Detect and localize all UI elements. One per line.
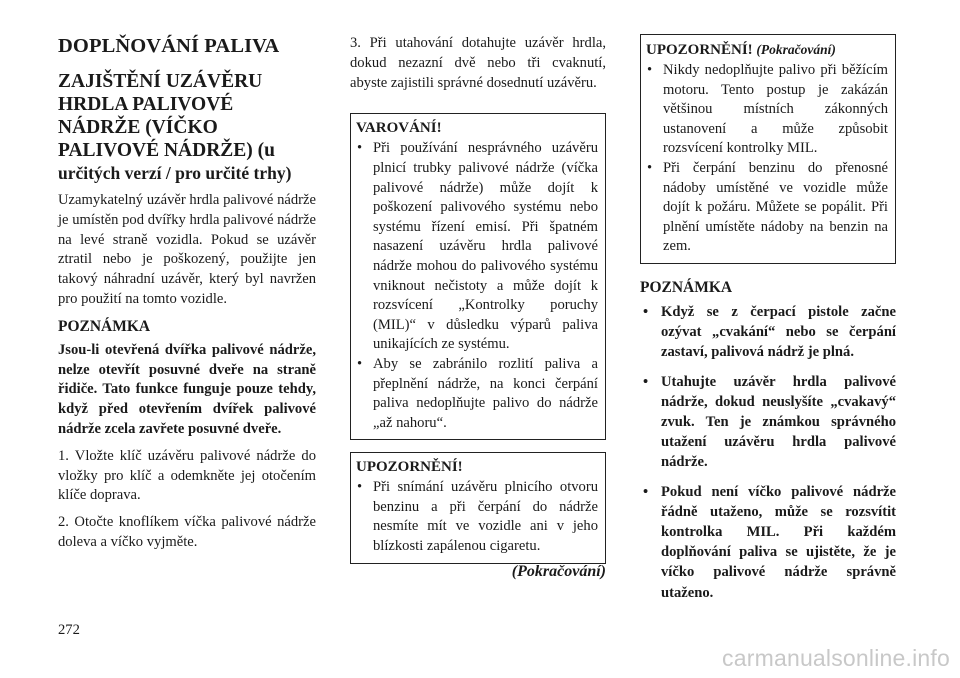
page-title: DOPLŇOVÁNÍ PALIVA: [58, 35, 280, 57]
column-middle: [350, 34, 606, 581]
step-3: 3. Při utahování dotahujte uzávěr hrdla, dokud nezazní dvě nebo tři cvaknutí, abyste zajistili správné dosednutí uzávěru.: [350, 35, 606, 91]
section-title-main: ZAJIŠTĚNÍ UZÁVĚRU HRDLA PALIVOVÉ NÁDRŽE (VÍČKO PALIVOVÉ NÁDRŽE) (u: [58, 71, 276, 161]
caution-continued-label: (Pokračování): [756, 42, 836, 57]
note-heading: POZNÁMKA: [58, 317, 151, 335]
caution-item: • Při čerpání benzinu do přenosné nádoby umístěné ve vozidle může dojít k požáru. Můžete se popálit. Při plnění umístěte nádoby na benzin na zem.: [646, 159, 888, 257]
warning-box: [350, 113, 606, 440]
note-paragraph: Jsou-li otevřená dvířka palivové nádrže, nelze otevřít posuvné dveře na straně řidiče. Tato funkce funguje pouze tehdy, když před otevřením dvířek palivové nádrže zcela zavřete posuvné dveře.: [58, 341, 316, 437]
note-heading: POZNÁMKA: [640, 278, 733, 296]
note-item: • Když se z čerpací pistole začne ozývat „cvakání“ nebo se čerpání zastaví, palivová nádrž je plná.: [640, 302, 896, 363]
section-title: [58, 70, 316, 185]
intro-paragraph: Uzamykatelný uzávěr hrdla palivové nádrže je umístěn pod dvířky hrdla palivové nádrže na levé straně vozidla. Pokud se uzávěr ztratil nebo je poškozený, použijte jen takový náhradní uzávěr, který byl navržen pro použití na tomto vozidle.: [58, 192, 316, 307]
caution-box-continued: [640, 34, 896, 264]
caution-heading: UPOZORNĚNÍ! (Pokračování): [646, 42, 836, 58]
caution-heading: UPOZORNĚNÍ!: [356, 459, 463, 476]
watermark: carmanualsonline.info: [722, 645, 950, 671]
note-item: • Pokud není víčko palivové nádrže řádně utaženo, může se rozsvítit kontrolka MIL. Při každém doplňování paliva se ujistěte, že je víčko palivové nádrže správně utaženo.: [640, 482, 896, 603]
warning-item: • Při používání nesprávného uzávěru plnicí trubky palivové nádrže (víčka palivové nádrže) může dojít k poškození palivového systému nebo systému řízení emisí. Při špatném nasazení uzávěru hrdla palivové nádrže mohou do palivového systému vniknout nečistoty a může dojít k rozsvícení „Kontrolky poruchy (MIL)“ v důsledku výparů paliva unikajících ze systému.: [356, 139, 598, 355]
column-right: [640, 34, 896, 612]
page-number: 272: [58, 622, 80, 638]
note-item: • Utahujte uzávěr hrdla palivové nádrže, dokud neuslyšíte „cvakavý“ zvuk. Ten je známkou správného utažení uzávěru hrdla palivové nádrže.: [640, 372, 896, 473]
caution-item: • Nikdy nedoplňujte palivo při běžícím motoru. Tento postup je zakázán většinou místních zákonných ustanovení a může způsobit rozsvícení kontrolky MIL.: [646, 61, 888, 159]
continued-label: (Pokračování): [511, 562, 606, 580]
caution-item: • Při snímání uzávěru plnicího otvoru benzinu a při čerpání do nádrže nesmíte mít ve vozidle ani v jeho blízkosti zapálenou cigaretu.: [356, 478, 598, 556]
column-left: [58, 34, 316, 560]
warning-heading: VAROVÁNÍ!: [356, 120, 442, 137]
warning-item: • Aby se zabránilo rozlití paliva a přeplnění nádrže, na konci čerpání paliva nedoplňujte palivo do nádrže „až nahoru“.: [356, 355, 598, 433]
step-2: 2. Otočte knoflíkem víčka palivové nádrže doleva a víčko vyjměte.: [58, 514, 316, 550]
note-list: [640, 302, 896, 603]
step-1: 1. Vložte klíč uzávěru palivové nádrže do vložky pro klíč a odemkněte jej otočením klíče doprava.: [58, 447, 316, 504]
caution-box: [350, 452, 606, 563]
section-title-tail: určitých verzí / pro určité trhy): [58, 163, 292, 183]
